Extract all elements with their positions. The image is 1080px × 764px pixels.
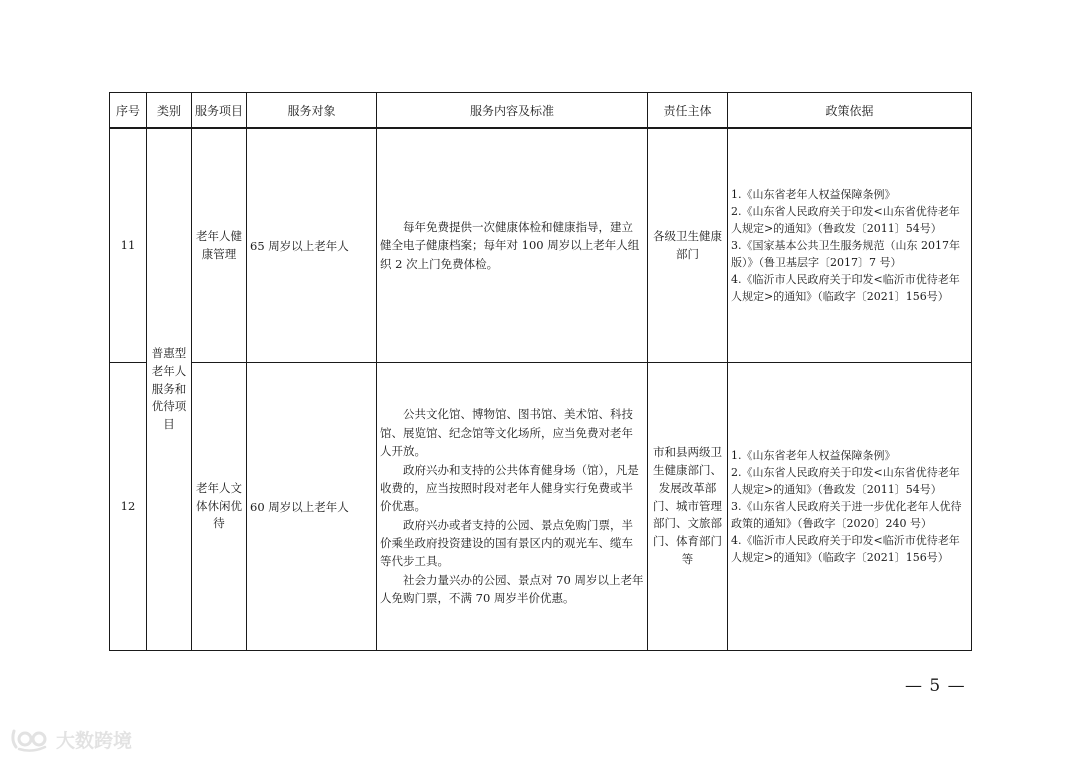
row-number: 11 [110,128,147,363]
policy-basis-item: 2.《山东省人民政府关于印发<山东省优待老年人规定>的通知》（鲁政发〔2011〕54号） [731,465,960,496]
header-service-item: 服务项目 [192,93,247,129]
table-row [110,363,972,651]
header-basis: 政策依据 [728,93,972,129]
dashu-logo-icon [10,727,50,753]
policy-basis [728,363,972,651]
policy-basis-item: 2.《山东省人民政府关于印发<山东省优待老年人规定>的通知》（鲁政发〔2011〕54号） [731,204,960,235]
header-content: 服务内容及标准 [377,93,648,129]
content-paragraph: 政府兴办或者支持的公园、景点免购门票，半价乘坐政府投资建设的国有景区内的观光车、缆车等代步工具。 [380,517,633,569]
policy-basis-item: 3.《国家基本公共卫生服务规范（山东 2017年版）》（鲁卫基层字〔2017〕7 号） [731,238,960,270]
service-item: 老年人文体休闲优待 [192,363,247,651]
content-paragraph: 每年免费提供一次健康体检和健康指导，建立健全电子健康档案；每年对 100 周岁以上老年人组织 2 次上门免费体检。 [380,219,640,271]
responsible-party: 各级卫生健康部门 [648,128,728,363]
watermark [10,726,132,753]
policy-basis-item: 1.《山东省老年人权益保障条例》 [731,187,896,201]
policy-table [109,92,972,651]
row-number: 12 [110,363,147,651]
responsible-party: 市和县两级卫生健康部门、发展改革部门、城市管理部门、文旅部门、体育部门等 [648,363,728,651]
header-number: 序号 [110,93,147,129]
service-item: 老年人健康管理 [192,128,247,363]
page-number: — 5 — [905,676,966,696]
table-row [110,128,972,363]
content-paragraph: 政府兴办和支持的公共体育健身场（馆），凡是收费的，应当按照时段对老年人健身实行免费或半价优惠。 [380,462,639,514]
service-content [377,363,648,651]
header-responsible: 责任主体 [648,93,728,129]
header-target: 服务对象 [247,93,377,129]
service-content [377,128,648,363]
service-target: 60 周岁以上老年人 [247,363,377,651]
header-category: 类别 [147,93,192,129]
content-paragraph: 社会力量兴办的公园、景点对 70 周岁以上老年人免购门票，不满 70 周岁半价优惠。 [380,572,644,606]
policy-basis [728,128,972,363]
service-target: 65 周岁以上老年人 [247,128,377,363]
policy-basis-item: 1.《山东省老年人权益保障条例》 [731,448,896,462]
policy-basis-item: 4.《临沂市人民政府关于印发<临沂市优待老年人规定>的通知》（临政字〔2021〕156号） [731,534,960,565]
watermark-text: 大数跨境 [56,730,133,752]
policy-basis-item: 3.《山东省人民政府关于进一步优化老年人优待政策的通知》（鲁政字〔2020〕240 号） [731,499,962,531]
policy-basis-item: 4.《临沂市人民政府关于印发<临沂市优待老年人规定>的通知》（临政字〔2021〕156号） [731,273,960,304]
category-cell: 普惠型老年人服务和优待项目 [147,128,192,651]
content-paragraph: 公共文化馆、博物馆、图书馆、美术馆、科技馆、展览馆、纪念馆等文化场所，应当免费对老年人开放。 [380,407,633,459]
table-header-row [110,93,972,129]
